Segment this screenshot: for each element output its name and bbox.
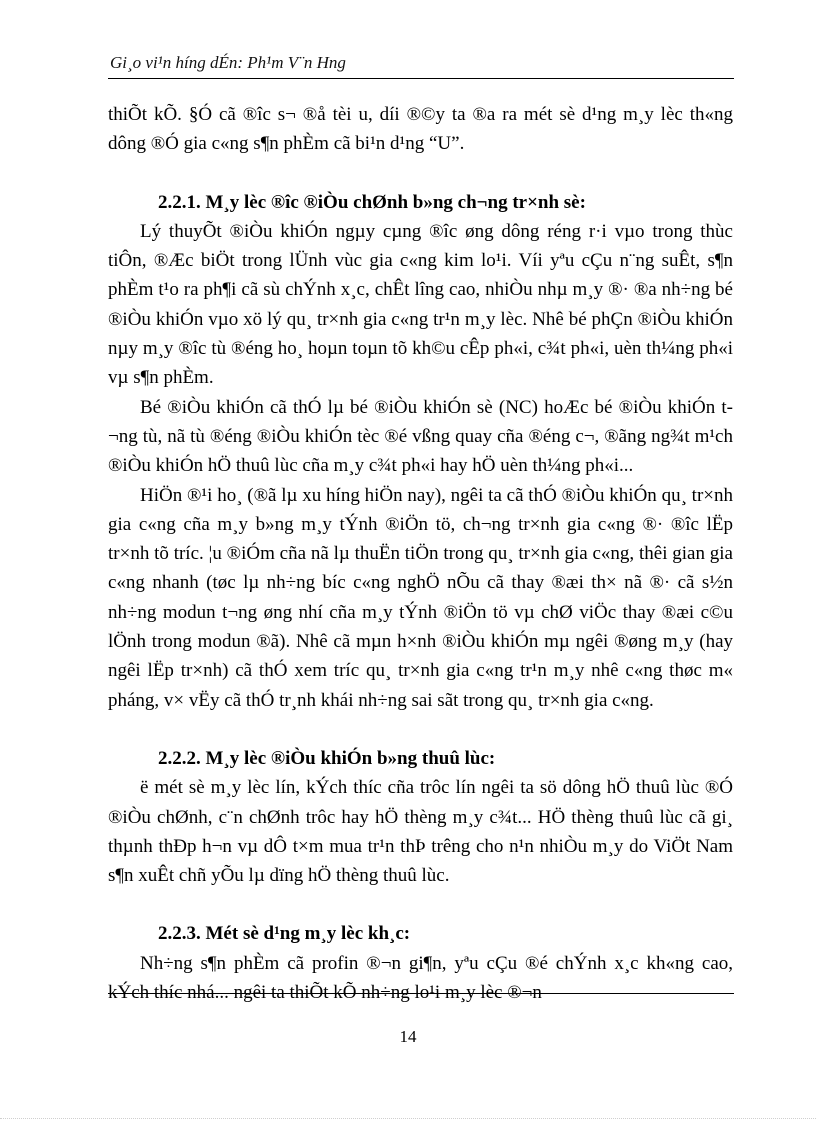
heading-2-2-1: 2.2.1. M¸y lèc ®îc ®iÒu chØnh b»ng ch¬ng tr×nh sè:: [158, 191, 586, 213]
heading-2-2-3: 2.2.3. Mét sè d¹ng m¸y lèc kh¸c:: [158, 923, 411, 945]
page-edge: [0, 1118, 816, 1119]
running-header: [108, 52, 734, 79]
spacer: [108, 715, 733, 744]
spacer: [108, 890, 733, 919]
header-text: Gi¸o vi¹n híng dÉn: Ph¹m V¨n Hng: [110, 53, 346, 72]
paragraph: Nh÷ng s¶n phÈm cã profin ®¬n gi¶n, yªu cÇu ®é chÝnh x¸c kh«ng cao, kÝch thíc nhá... ngêi ta thiÕt kÕ nh÷ng lo¹i m¸y lèc ®¬n: [108, 952, 733, 1004]
paragraph: Lý thuyÕt ®iÒu khiÓn ngµy cµng ®îc øng dông réng r·i vµo trong thùc tiÔn, ®Æc biÖt trong lÜnh vùc gia c«ng kim lo¹i. Víi yªu cÇu n¨ng suÊt, s¶n phÈm t¹o ra ph¶i cã sù chÝnh x¸c, chÊt lîng cao, nhiÒu nhµ m¸y ®· ®a nh÷ng bé ®iÒu khiÓn vµo xö lý qu¸ tr×nh gia c«ng tr¹n m¸y lèc. Nhê bé phÇn ®iÒu khiÓn nµy m¸y ®îc tù ®éng ho¸ hoµn toµn tõ kh©u cÊp ph«i, c¾t ph«i, uèn th¼ng ph«i vµ s¶n phÈm.: [108, 220, 733, 389]
spacer: [108, 159, 733, 188]
body-text: [108, 100, 733, 1007]
paragraph: Bé ®iÒu khiÓn cã thÓ lµ bé ®iÒu khiÓn sè (NC) hoÆc bé ®iÒu khiÓn t¬ng tù, nã tù ®éng ®iÒu khiÓn tèc ®é vßng quay cña ®éng c¬, ®ãng ng¾t m¹ch ®iÒu khiÓn hÖ thuû lùc cña m¸y c¾t ph«i hay hÖ uèn th¼ng ph«i...: [108, 396, 733, 477]
paragraph-intro: thiÕt kÕ. §Ó cã ®îc s¬ ®å tèi u, díi ®©y ta ®a ra mét sè d¹ng m¸y lèc th«ng dông ®Ó gia c«ng s¶n phÈm cã bi¹n d¹ng “U”.: [108, 104, 733, 155]
heading-2-2-2: 2.2.2. M¸y lèc ®iÒu khiÓn b»ng thuû lùc:: [158, 747, 496, 769]
footer-rule: [108, 993, 734, 994]
paragraph: ë mét sè m¸y lèc lín, kÝch thíc cña trôc lín ngêi ta sö dông hÖ thuû lùc ®Ó ®iÒu chØnh, c¨n chØnh trôc hay hÖ thèng m¸y c¾t... HÖ thèng thuû lùc cã gi¸ thµnh thÐp h¬n vµ dÔ t×m mua tr¹n thÞ trêng cho n¹n nhiÒu m¸y do ViÖt Nam s¶n xuÊt chñ yÕu lµ dïng hÖ thèng thuû lùc.: [108, 777, 733, 887]
paragraph: HiÖn ®¹i ho¸ (®ã lµ xu híng hiÖn nay), ngêi ta cã thÓ ®iÒu khiÓn qu¸ tr×nh gia c«ng cña m¸y b»ng m¸y tÝnh ®iÖn tö, ch¬ng tr×nh gia c«ng ®· ®îc lËp tr×nh tõ tríc. ¦u ®iÓm cña nã lµ thuËn tiÖn trong qu¸ tr×nh gia c«ng, thêi gian gia c«ng nhanh (tøc lµ nh÷ng bíc c«ng nghÖ nÕu cã thay ®æi th× nã ®· cã s½n nh÷ng modun t¬ng øng nhí cña m¸y tÝnh ®iÖn tö vµ chØ viÖc thay ®æi c©u lÖnh trong modun ®ã). Nhê cã mµn h×nh ®iÒu khiÓn mµ ngêi ®øng m¸y (hay ngêi lËp tr×nh) cã thÓ xem tríc qu¸ tr×nh gia c«ng tr¹n m¸y nhê c«ng thøc m« pháng, v× vËy cã thÓ tr¸nh khái nh÷ng sai sãt trong qu¸ tr×nh gia c«ng.: [108, 484, 733, 711]
page-number: 14: [399, 1027, 417, 1046]
